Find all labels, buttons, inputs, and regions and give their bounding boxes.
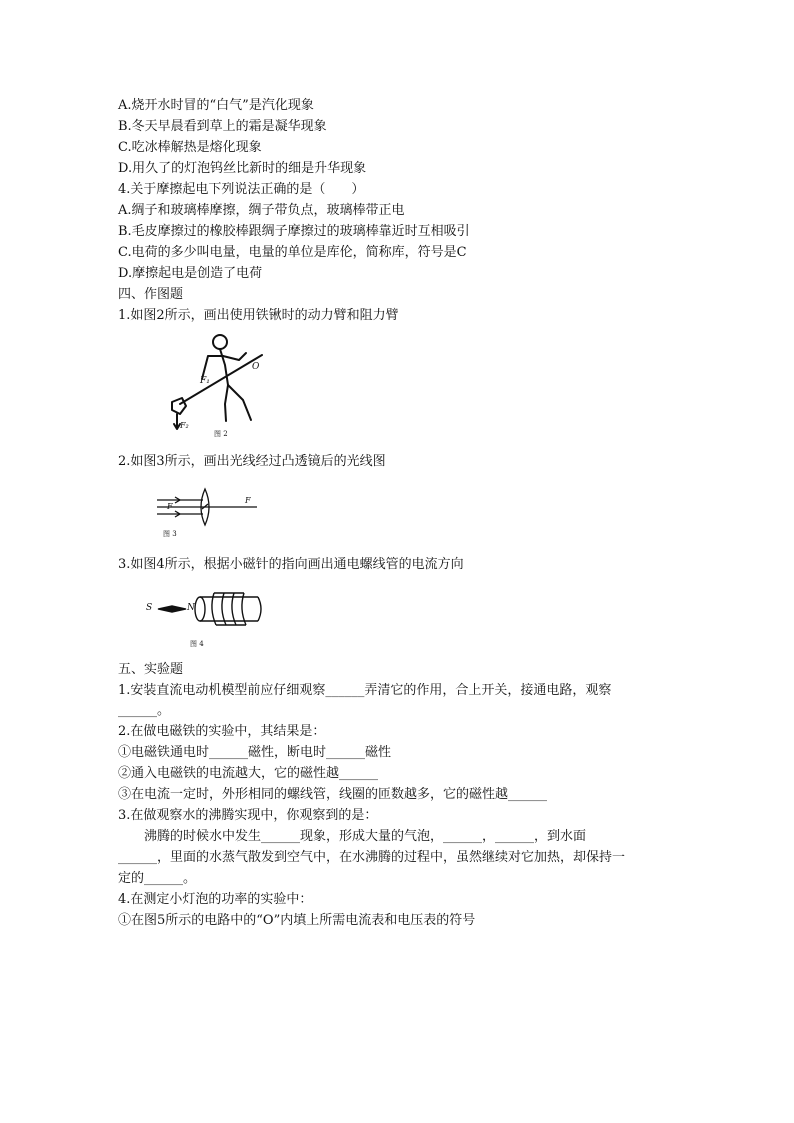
section5-line-4: ①电磁铁通电时______磁性，断电时______磁性 bbox=[118, 745, 392, 760]
label-n: N bbox=[187, 603, 195, 613]
section5-line-8: 沸腾的时候水中发生______现象，形成大量的气泡，______，______，到水面 bbox=[118, 829, 587, 844]
section4-item-1: 1.如图2所示，画出使用铁锹时的动力臂和阻力臂 bbox=[118, 308, 399, 323]
label-f2: F₂ bbox=[180, 421, 189, 430]
q3-option-d: D.用久了的灯泡钨丝比新时的细是升华现象 bbox=[118, 161, 367, 176]
section5-line-6: ③在电流一定时，外形相同的螺线管，线圈的匝数越多，它的磁性越______ bbox=[118, 787, 548, 802]
figure-2-shovel bbox=[162, 332, 272, 442]
section5-line-7: 3.在做观察水的沸腾实现中，你观察到的是： bbox=[118, 808, 378, 823]
label-f-left: F bbox=[167, 502, 173, 511]
section5-line-9: ______，里面的水蒸气散发到空气中，在水沸腾的过程中，虽然继续对它加热，却保持一 bbox=[118, 850, 626, 865]
section4-item-2: 2.如图3所示，画出光线经过凸透镜后的光线图 bbox=[118, 454, 386, 469]
section5-line-1: 1.安装直流电动机模型前应仔细观察______弄清它的作用，合上开关，接通电路，观察 bbox=[118, 683, 612, 698]
figure-4-caption: 图 4 bbox=[190, 640, 204, 648]
section5-heading: 五、实验题 bbox=[118, 662, 184, 677]
person-leg-front bbox=[225, 385, 228, 421]
figure-3-caption: 图 3 bbox=[163, 530, 177, 538]
section5-line-12: ①在图5所示的电路中的“O”内填上所需电流表和电压表的符号 bbox=[118, 913, 476, 928]
q3-option-a: A.烧开水时冒的“白气”是汽化现象 bbox=[118, 98, 314, 113]
solenoid-left-end bbox=[195, 597, 205, 621]
label-f1: F₁ bbox=[200, 376, 210, 386]
solenoid-coil bbox=[212, 593, 246, 625]
figure-3-lens bbox=[155, 487, 259, 543]
section5-line-2: ______。 bbox=[118, 703, 171, 718]
section4-item-3: 3.如图4所示，根据小磁针的指向画出通电螺线管的电流方向 bbox=[118, 557, 464, 572]
person-arm-right bbox=[223, 353, 246, 360]
section5-line-5: ②通入电磁铁的电流越大，它的磁性越______ bbox=[118, 766, 379, 781]
q4-option-b: B.毛皮摩擦过的橡胶棒跟绸子摩擦过的玻璃棒靠近时互相吸引 bbox=[118, 224, 470, 239]
shovel-blade bbox=[172, 398, 186, 414]
figure-2-drawing bbox=[162, 332, 272, 442]
q4-option-a: A.绸子和玻璃棒摩擦，绸子带负点，玻璃棒带正电 bbox=[118, 203, 405, 218]
person-leg-back bbox=[228, 385, 251, 420]
q4-option-d: D.摩擦起电是创造了电荷 bbox=[118, 266, 263, 281]
section4-heading: 四、作图题 bbox=[118, 287, 184, 302]
q3-option-c: C.吃冰棒解热是熔化现象 bbox=[118, 140, 262, 155]
figure-4-solenoid bbox=[146, 589, 266, 651]
label-s: S bbox=[146, 603, 153, 613]
solenoid-body bbox=[200, 597, 258, 621]
compass-needle bbox=[158, 606, 186, 612]
figure-2-caption: 图 2 bbox=[214, 430, 228, 438]
q4-option-c: C.电荷的多少叫电量，电量的单位是库伦，简称库，符号是C bbox=[118, 245, 467, 260]
label-o: O bbox=[252, 362, 260, 372]
section5-line-10: 定的______。 bbox=[118, 871, 197, 886]
label-f-right: F bbox=[245, 496, 251, 505]
section5-line-11: 4.在测定小灯泡的功率的实验中： bbox=[118, 892, 313, 907]
figure-4-drawing bbox=[146, 589, 266, 651]
section5-line-3: 2.在做电磁铁的实验中，其结果是： bbox=[118, 724, 326, 739]
solenoid-right-end bbox=[258, 597, 261, 621]
person-head bbox=[213, 335, 227, 349]
q3-option-b: B.冬天早晨看到草上的霜是凝华现象 bbox=[118, 119, 327, 134]
q4-stem: 4.关于摩擦起电下列说法正确的是（ ） bbox=[118, 182, 365, 197]
shovel-handle bbox=[180, 355, 262, 404]
